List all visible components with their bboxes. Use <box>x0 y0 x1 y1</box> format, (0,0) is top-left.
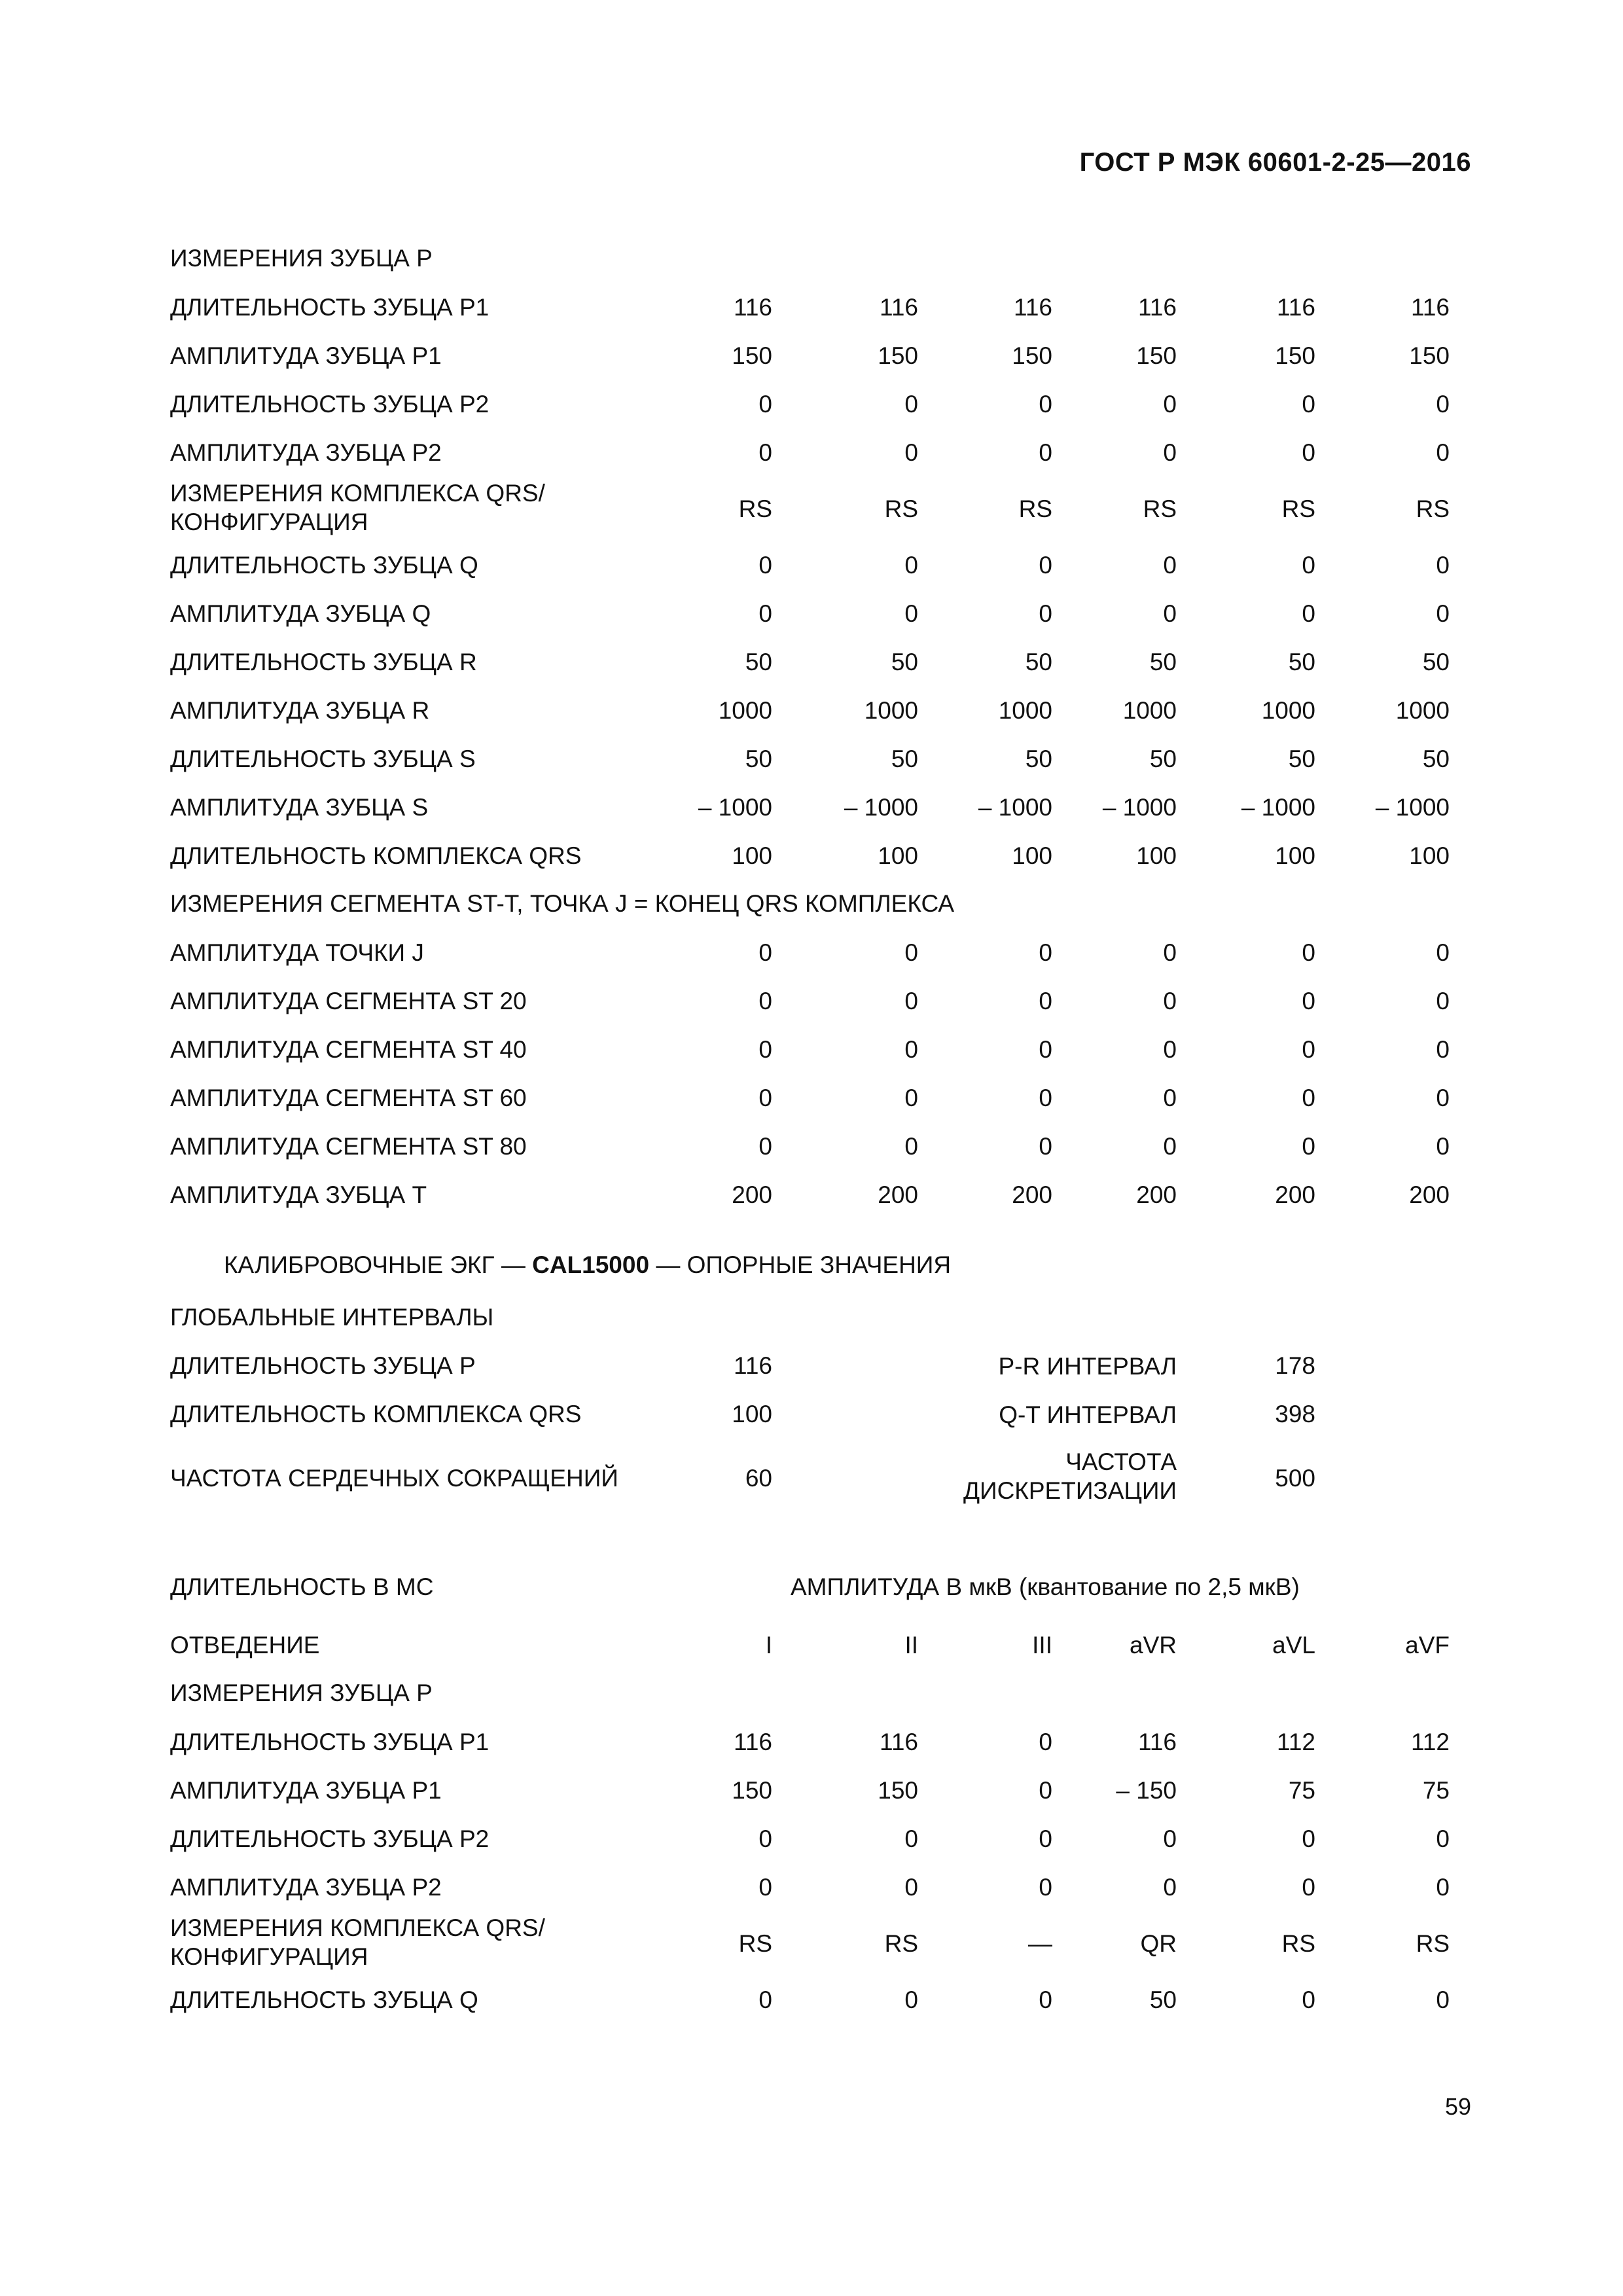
row-label: ДЛИТЕЛЬНОСТЬ ЗУБЦА Q <box>170 552 478 579</box>
cell-value: 0 <box>758 1133 772 1160</box>
cell-value: RS <box>738 495 772 522</box>
cell-value: 75 <box>1288 1777 1315 1804</box>
table-row <box>0 978 1623 1025</box>
cell-value: 112 <box>1277 1729 1315 1755</box>
cell-value: 50 <box>1025 745 1052 772</box>
table-row <box>0 284 1623 331</box>
cell-value: 0 <box>1436 600 1450 627</box>
cell-value: 0 <box>904 1825 918 1852</box>
global-value: 100 <box>732 1401 772 1427</box>
amplitude-header: АМПЛИТУДА В мкВ (квантование по 2,5 мкВ) <box>791 1573 1300 1600</box>
cell-value: – 1000 <box>978 794 1052 821</box>
cell-value: 1000 <box>1261 697 1315 724</box>
cell-value: 0 <box>1039 1777 1052 1804</box>
st-section-title: ИЗМЕРЕНИЯ СЕГМЕНТА ST-T, ТОЧКА J = КОНЕЦ QRS КОМПЛЕКСА <box>170 890 955 917</box>
cell-value: 0 <box>1039 939 1052 966</box>
cell-value: 100 <box>1136 842 1177 869</box>
cell-value: 100 <box>1409 842 1450 869</box>
cell-value: 0 <box>1039 1825 1052 1852</box>
cell-value: 116 <box>1138 294 1177 321</box>
row-label: АМПЛИТУДА ЗУБЦА Р1 <box>170 1777 442 1804</box>
row-label: АМПЛИТУДА ЗУБЦА Р2 <box>170 1874 442 1901</box>
cell-value: 0 <box>1302 1874 1315 1901</box>
cell-value: 50 <box>1422 649 1450 675</box>
cell-value: 0 <box>904 600 918 627</box>
row-label: АМПЛИТУДА СЕГМЕНТА ST 20 <box>170 988 527 1014</box>
global-label-2: P-R ИНТЕРВАЛ <box>998 1353 1177 1380</box>
cell-value: 0 <box>1302 939 1315 966</box>
cell-value: 200 <box>1275 1181 1315 1208</box>
cell-value: 150 <box>732 1777 772 1804</box>
cell-value: 0 <box>1039 1036 1052 1063</box>
cell-value: 116 <box>1138 1729 1177 1755</box>
cell-value: 0 <box>1436 1986 1450 2013</box>
cell-value: 0 <box>904 1133 918 1160</box>
calibration-id: CAL15000 <box>532 1251 650 1278</box>
cell-value: 0 <box>1436 1036 1450 1063</box>
cell-value: 150 <box>732 342 772 369</box>
cell-value: 150 <box>878 1777 918 1804</box>
row-label: АМПЛИТУДА СЕГМЕНТА ST 80 <box>170 1133 527 1160</box>
cell-value: 0 <box>1302 988 1315 1014</box>
section-title: ИЗМЕРЕНИЯ ЗУБЦА Р <box>170 1679 433 1706</box>
lead-name: aVR <box>1130 1632 1177 1659</box>
cell-value: RS <box>1281 495 1315 522</box>
cell-value: 0 <box>758 1036 772 1063</box>
cell-value: 200 <box>732 1181 772 1208</box>
row-label: ДЛИТЕЛЬНОСТЬ ЗУБЦА R <box>170 649 477 675</box>
cell-value: 200 <box>1012 1181 1052 1208</box>
cell-value: 0 <box>758 600 772 627</box>
table-row <box>0 1123 1623 1170</box>
row-label: АМПЛИТУДА ЗУБЦА S <box>170 794 429 821</box>
cell-value: – 1000 <box>698 794 772 821</box>
row-label: АМПЛИТУДА ЗУБЦА Р2 <box>170 439 442 466</box>
cell-value: 0 <box>1163 552 1177 579</box>
cell-value: 50 <box>1288 745 1315 772</box>
table-row <box>0 590 1623 637</box>
table-row <box>0 1910 1623 1975</box>
cell-value: 0 <box>1163 600 1177 627</box>
global-label-2: ЧАСТОТА ДИСКРЕТИЗАЦИИ <box>963 1448 1177 1504</box>
global-value: 60 <box>745 1465 772 1492</box>
lead-name: aVF <box>1405 1632 1450 1659</box>
cell-value: RS <box>884 495 918 522</box>
row-label: ДЛИТЕЛЬНОСТЬ ЗУБЦА Р2 <box>170 1825 490 1852</box>
cell-value: 0 <box>1436 1133 1450 1160</box>
cell-value: 116 <box>880 1729 918 1755</box>
cell-value: 200 <box>1136 1181 1177 1208</box>
cell-value: 50 <box>1422 745 1450 772</box>
row-label: ДЛИТЕЛЬНОСТЬ КОМПЛЕКСА QRS <box>170 842 582 869</box>
cell-value: 0 <box>758 1874 772 1901</box>
table-row <box>0 1977 1623 2024</box>
cell-value: 0 <box>1163 439 1177 466</box>
cell-value: 100 <box>1012 842 1052 869</box>
table-row <box>0 833 1623 880</box>
table-row <box>0 639 1623 686</box>
cell-value: 100 <box>732 842 772 869</box>
cell-value: – 1000 <box>1375 794 1450 821</box>
cell-value: 0 <box>904 1874 918 1901</box>
table-row <box>0 1767 1623 1814</box>
section-title: ИЗМЕРЕНИЯ ЗУБЦА Р <box>170 245 433 272</box>
cell-value: 116 <box>1277 294 1315 321</box>
row-label: ДЛИТЕЛЬНОСТЬ ЗУБЦА Р2 <box>170 391 490 418</box>
cell-value: 50 <box>1149 649 1177 675</box>
table-row <box>0 929 1623 977</box>
global-value-2: 178 <box>1275 1352 1315 1379</box>
cell-value: 150 <box>1275 342 1315 369</box>
cell-value: 0 <box>1039 1986 1052 2013</box>
row-label: ИЗМЕРЕНИЯ КОМПЛЕКСА QRS/КОНФИГУРАЦИЯ <box>170 480 545 535</box>
calibration-title: КАЛИБРОВОЧНЫЕ ЭКГ — CAL15000 — ОПОРНЫЕ ЗНАЧЕНИЯ <box>224 1251 952 1278</box>
cell-value: 0 <box>758 939 772 966</box>
page-number: 59 <box>1444 2093 1471 2120</box>
cell-value: 0 <box>1039 1133 1052 1160</box>
row-label: ДЛИТЕЛЬНОСТЬ ЗУБЦА Р1 <box>170 1729 490 1755</box>
lead-label: ОТВЕДЕНИЕ <box>170 1632 320 1659</box>
cell-value: 116 <box>1411 294 1450 321</box>
cell-value: 1000 <box>864 697 918 724</box>
cell-value: 50 <box>1025 649 1052 675</box>
cell-value: 0 <box>904 552 918 579</box>
cell-value: 150 <box>1409 342 1450 369</box>
cell-value: 50 <box>891 745 918 772</box>
cell-value: 1000 <box>1395 697 1450 724</box>
cell-value: 0 <box>758 439 772 466</box>
cell-value: 0 <box>1302 1036 1315 1063</box>
cell-value: 75 <box>1422 1777 1450 1804</box>
cell-value: RS <box>1143 495 1177 522</box>
cell-value: 0 <box>1039 552 1052 579</box>
cell-value: 100 <box>1275 842 1315 869</box>
row-label: АМПЛИТУДА СЕГМЕНТА ST 40 <box>170 1036 527 1063</box>
cell-value: 50 <box>1149 745 1177 772</box>
lead-name: I <box>765 1632 772 1659</box>
cell-value: 0 <box>904 1036 918 1063</box>
cell-value: 0 <box>758 552 772 579</box>
cell-value: 0 <box>1436 1874 1450 1901</box>
table-row <box>0 332 1623 380</box>
duration-header: ДЛИТЕЛЬНОСТЬ В МС <box>170 1573 434 1600</box>
cell-value: 0 <box>1163 1036 1177 1063</box>
cell-value: RS <box>1416 495 1450 522</box>
cell-value: 0 <box>1163 391 1177 418</box>
cell-value: 1000 <box>1122 697 1177 724</box>
row-label: АМПЛИТУДА СЕГМЕНТА ST 60 <box>170 1085 527 1111</box>
table-row <box>0 1719 1623 1766</box>
global-value: 116 <box>734 1352 772 1379</box>
cell-value: – 1000 <box>844 794 918 821</box>
cell-value: 0 <box>1436 391 1450 418</box>
cell-value: 0 <box>1039 600 1052 627</box>
table-row <box>0 429 1623 476</box>
cell-value: 0 <box>1436 988 1450 1014</box>
cell-value: 50 <box>1288 649 1315 675</box>
table-row <box>0 542 1623 589</box>
cell-value: 200 <box>1409 1181 1450 1208</box>
cell-value: – 1000 <box>1102 794 1177 821</box>
cell-value: 0 <box>1436 1085 1450 1111</box>
cell-value: 0 <box>904 391 918 418</box>
cell-value: 0 <box>1436 1825 1450 1852</box>
global-value-2: 500 <box>1275 1465 1315 1492</box>
cell-value: — <box>1028 1930 1052 1957</box>
cell-value: 0 <box>1039 1874 1052 1901</box>
cell-value: QR <box>1140 1930 1177 1957</box>
cell-value: 50 <box>745 745 772 772</box>
row-label: АМПЛИТУДА ЗУБЦА Q <box>170 600 431 627</box>
table-row <box>0 687 1623 734</box>
table-row <box>0 1172 1623 1219</box>
cell-value: 0 <box>758 1825 772 1852</box>
cell-value: 0 <box>1302 552 1315 579</box>
cell-value: 150 <box>1136 342 1177 369</box>
lead-name: aVL <box>1272 1632 1315 1659</box>
lead-header-row <box>0 1622 1623 1669</box>
cell-value: 0 <box>758 1986 772 2013</box>
table-row <box>0 1864 1623 1911</box>
cell-value: – 1000 <box>1241 794 1315 821</box>
cell-value: 0 <box>904 988 918 1014</box>
cell-value: RS <box>738 1930 772 1957</box>
global-label: ЧАСТОТА СЕРДЕЧНЫХ СОКРАЩЕНИЙ <box>170 1465 618 1492</box>
cell-value: 0 <box>904 439 918 466</box>
cell-value: 0 <box>758 391 772 418</box>
row-label: АМПЛИТУДА ТОЧКИ J <box>170 939 424 966</box>
cell-value: 150 <box>1012 342 1052 369</box>
table-row <box>0 381 1623 428</box>
cell-value: 0 <box>1436 939 1450 966</box>
cell-value: 0 <box>1163 1085 1177 1111</box>
row-label: АМПЛИТУДА ЗУБЦА R <box>170 697 430 724</box>
cell-value: 0 <box>904 1085 918 1111</box>
row-label: ДЛИТЕЛЬНОСТЬ ЗУБЦА Q <box>170 1986 478 2013</box>
cell-value: 1000 <box>998 697 1052 724</box>
lead-name: II <box>904 1632 918 1659</box>
table-row <box>0 736 1623 783</box>
global-value-2: 398 <box>1275 1401 1315 1427</box>
cell-value: – 150 <box>1116 1777 1177 1804</box>
cell-value: 0 <box>758 1085 772 1111</box>
cell-value: RS <box>1281 1930 1315 1957</box>
cell-value: 0 <box>904 1986 918 2013</box>
cell-value: 50 <box>891 649 918 675</box>
cell-value: 0 <box>904 939 918 966</box>
cell-value: 0 <box>1302 1986 1315 2013</box>
cell-value: 0 <box>1302 391 1315 418</box>
cell-value: 116 <box>880 294 918 321</box>
global-label: ДЛИТЕЛЬНОСТЬ КОМПЛЕКСА QRS <box>170 1401 582 1427</box>
lead-name: III <box>1032 1632 1052 1659</box>
cell-value: RS <box>1018 495 1052 522</box>
cell-value: 0 <box>1039 988 1052 1014</box>
cell-value: 0 <box>1039 439 1052 466</box>
cell-value: 0 <box>1163 1133 1177 1160</box>
row-label: ДЛИТЕЛЬНОСТЬ ЗУБЦА Р1 <box>170 294 490 321</box>
cell-value: 0 <box>1039 1085 1052 1111</box>
cell-value: 0 <box>1302 439 1315 466</box>
row-label: ИЗМЕРЕНИЯ КОМПЛЕКСА QRS/КОНФИГУРАЦИЯ <box>170 1914 545 1970</box>
table-row <box>0 475 1623 541</box>
cell-value: 0 <box>1163 1825 1177 1852</box>
cell-value: 0 <box>1302 600 1315 627</box>
cell-value: 0 <box>1163 939 1177 966</box>
cell-value: 100 <box>878 842 918 869</box>
cell-value: 200 <box>878 1181 918 1208</box>
cell-value: 0 <box>1302 1825 1315 1852</box>
cell-value: 116 <box>1014 294 1052 321</box>
cell-value: 0 <box>1039 391 1052 418</box>
cell-value: 0 <box>1436 552 1450 579</box>
cell-value: 0 <box>1302 1133 1315 1160</box>
table-row <box>0 1026 1623 1073</box>
row-label: ДЛИТЕЛЬНОСТЬ ЗУБЦА S <box>170 745 476 772</box>
table-row <box>0 784 1623 831</box>
cell-value: 0 <box>1302 1085 1315 1111</box>
cell-value: 50 <box>745 649 772 675</box>
row-label: АМПЛИТУДА ЗУБЦА Т <box>170 1181 427 1208</box>
row-label: АМПЛИТУДА ЗУБЦА Р1 <box>170 342 442 369</box>
cell-value: 0 <box>1163 988 1177 1014</box>
cell-value: 112 <box>1411 1729 1450 1755</box>
global-label: ДЛИТЕЛЬНОСТЬ ЗУБЦА Р <box>170 1352 476 1379</box>
document-header: ГОСТ Р МЭК 60601-2-25—2016 <box>1079 148 1471 177</box>
cell-value: 50 <box>1149 1986 1177 2013</box>
cell-value: RS <box>1416 1930 1450 1957</box>
global-label-2: Q-T ИНТЕРВАЛ <box>999 1401 1177 1428</box>
global-intervals-title: ГЛОБАЛЬНЫЕ ИНТЕРВАЛЫ <box>170 1304 494 1331</box>
cell-value: RS <box>884 1930 918 1957</box>
cell-value: 0 <box>1163 1874 1177 1901</box>
cell-value: 0 <box>1039 1729 1052 1755</box>
cell-value: 0 <box>758 988 772 1014</box>
cell-value: 116 <box>734 1729 772 1755</box>
cell-value: 116 <box>734 294 772 321</box>
table-row <box>0 1816 1623 1863</box>
cell-value: 1000 <box>718 697 772 724</box>
table-row <box>0 1075 1623 1122</box>
cell-value: 150 <box>878 342 918 369</box>
cell-value: 0 <box>1436 439 1450 466</box>
